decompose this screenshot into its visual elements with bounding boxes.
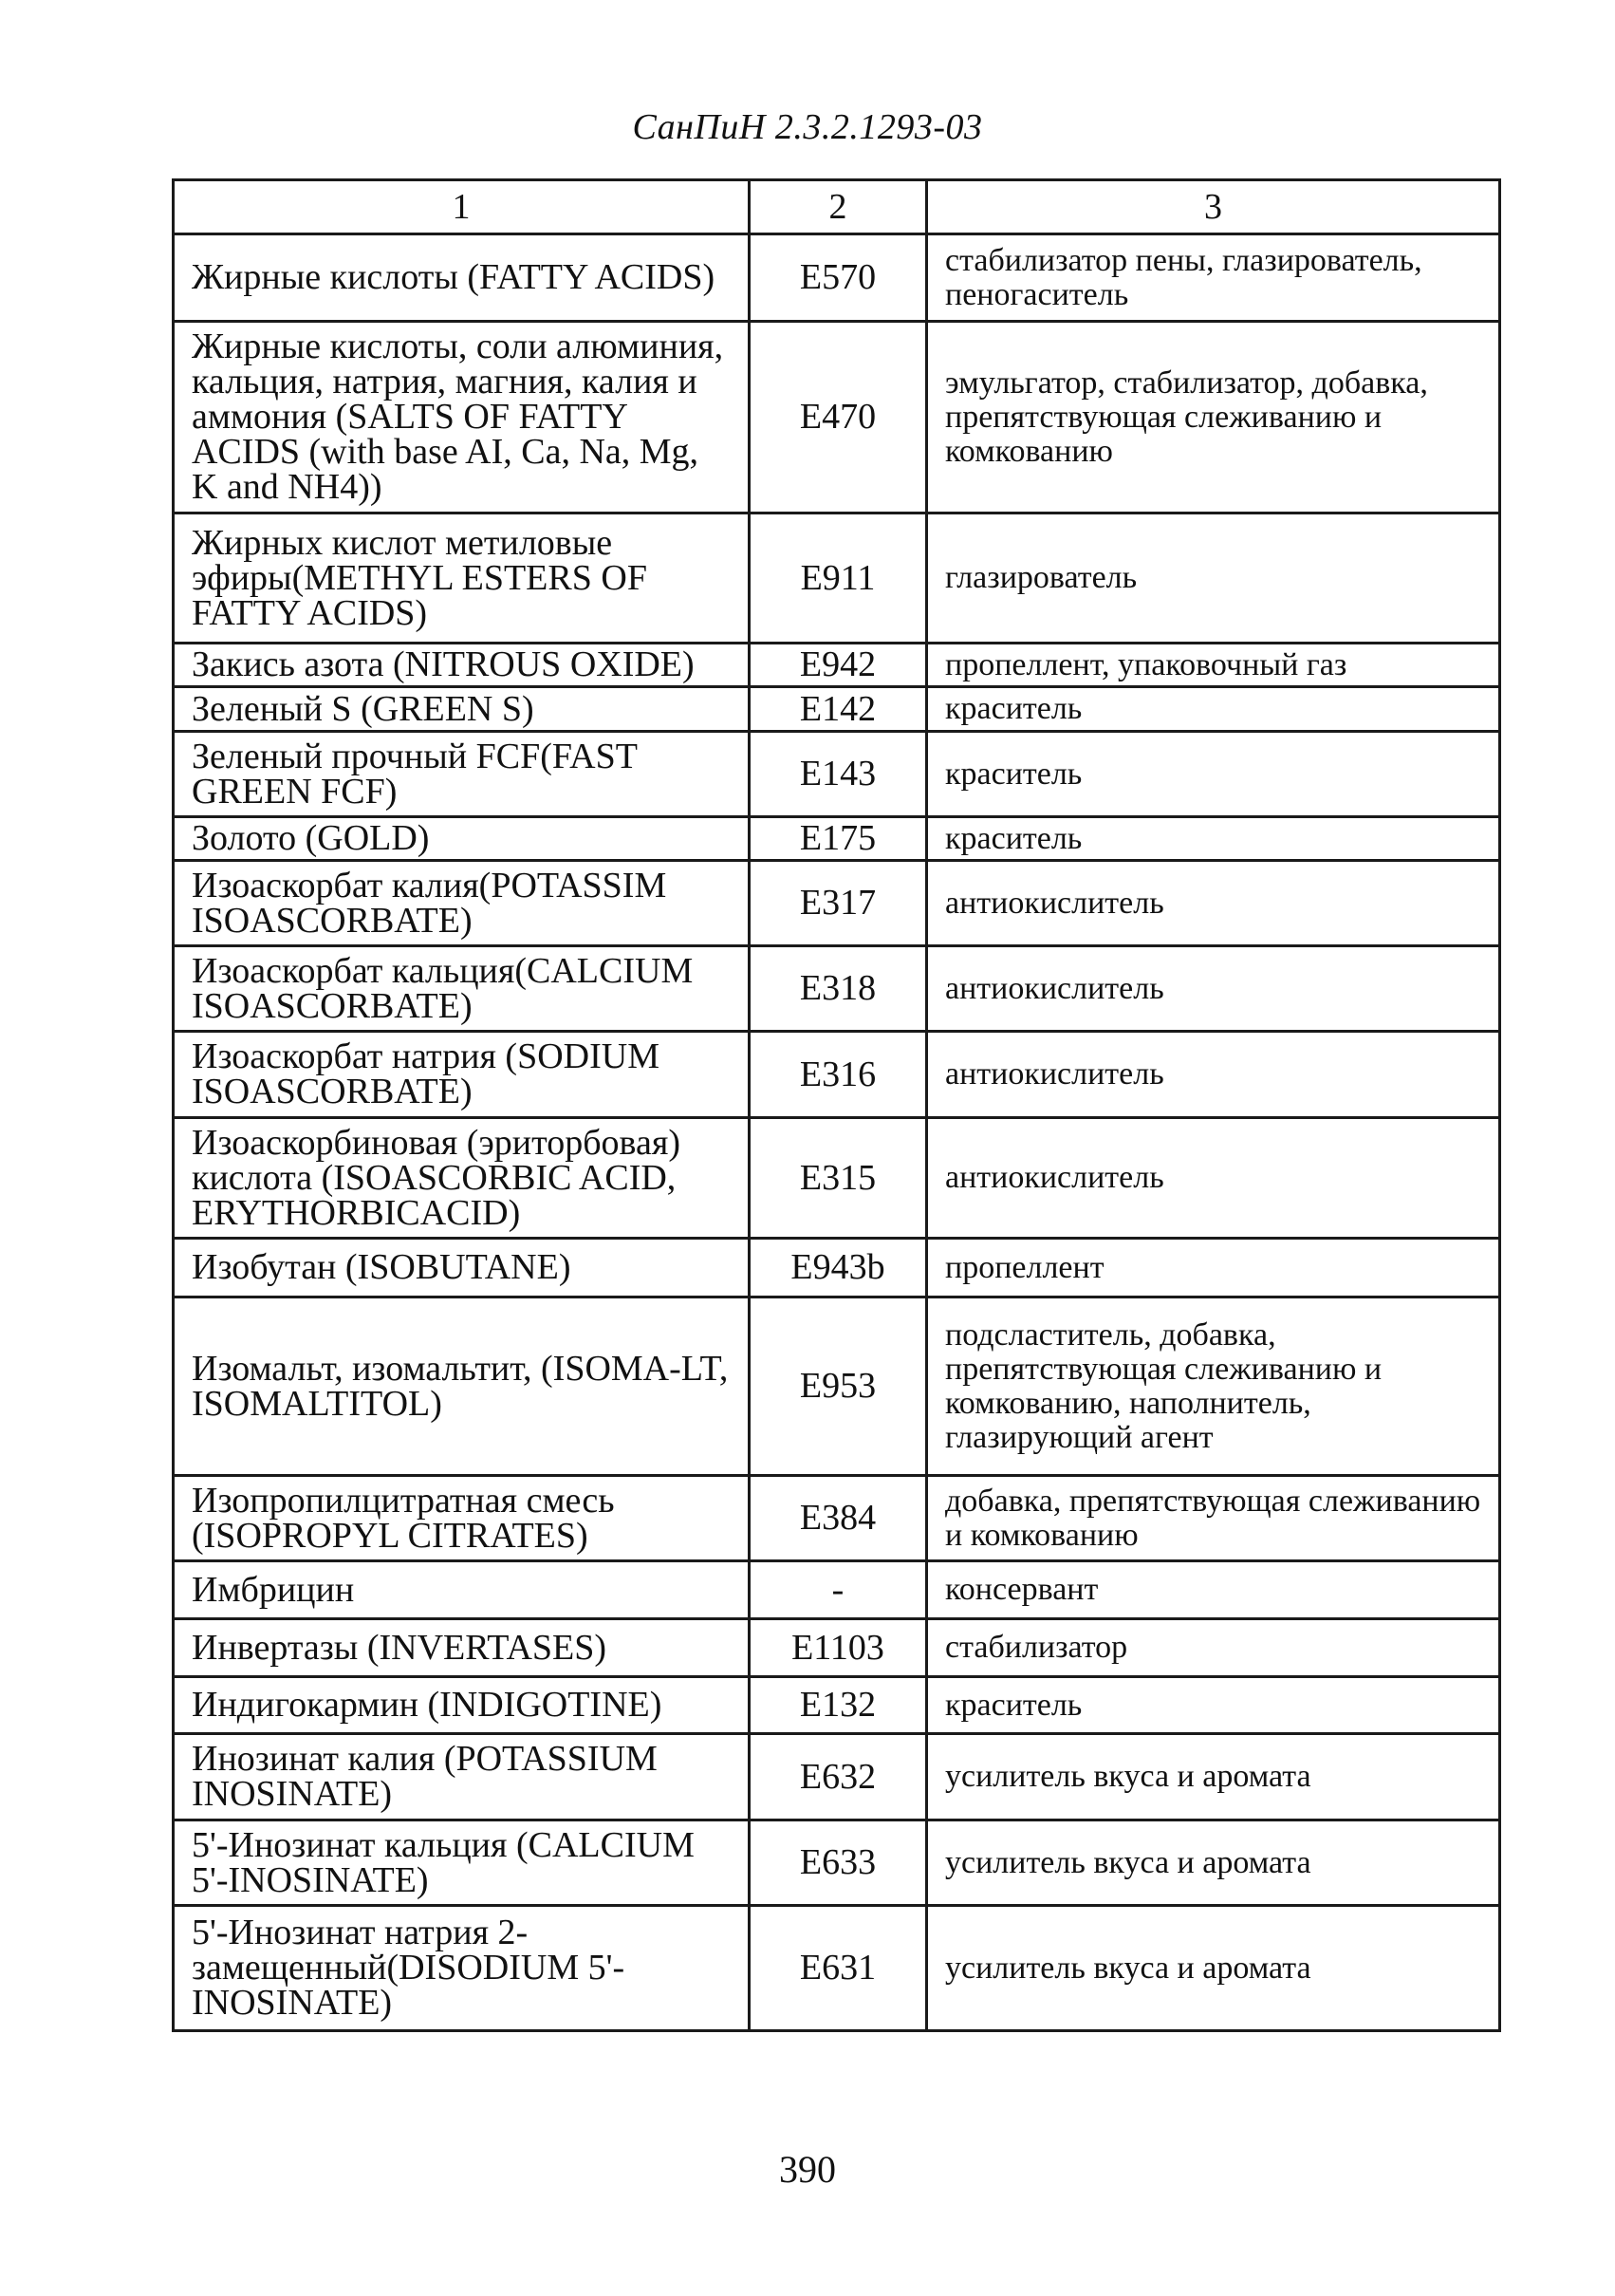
e-code-cell: E633 bbox=[750, 1820, 927, 1906]
function-cell: антиокислитель bbox=[927, 946, 1500, 1032]
page-number: 390 bbox=[779, 2148, 836, 2191]
function-cell: пропеллент, упаковочный газ bbox=[927, 644, 1500, 687]
function-cell: усилитель вкуса и аромата bbox=[927, 1906, 1500, 2031]
additive-name-cell: Жирные кислоты, соли алюминия, кальция, натрия, магния, калия и аммония (SALTS OF FATTY ACIDS (with base AI, Ca, Na, Mg, K and NH4)) bbox=[174, 322, 750, 513]
table-row bbox=[174, 1677, 1500, 1734]
table-row bbox=[174, 1561, 1500, 1619]
e-code-cell: E632 bbox=[750, 1734, 927, 1820]
additive-name-cell: Изоаскорбат натрия (SODIUM ISOASCORBATE) bbox=[174, 1032, 750, 1118]
e-code-cell: - bbox=[750, 1561, 927, 1619]
additive-name-cell: Жирные кислоты (FATTY ACIDS) bbox=[174, 234, 750, 322]
table-body bbox=[174, 234, 1500, 2031]
function-cell: добавка, препятствующая слеживанию и комкованию bbox=[927, 1476, 1500, 1561]
function-cell: подсластитель, добавка, препятствующая слеживанию и комкованию, наполнитель, глазирующий агент bbox=[927, 1297, 1500, 1476]
table-row bbox=[174, 1032, 1500, 1118]
table-row bbox=[174, 817, 1500, 861]
additive-name-cell: Изобутан (ISOBUTANE) bbox=[174, 1239, 750, 1297]
table-row bbox=[174, 234, 1500, 322]
table-row bbox=[174, 946, 1500, 1032]
additive-name-cell: Изомальт, изомальтит, (ISOMA-LT, ISOMALTITOL) bbox=[174, 1297, 750, 1476]
function-cell: краситель bbox=[927, 687, 1500, 732]
additive-name-cell: 5'-Инозинат кальция (CALCIUM 5'-INOSINATE) bbox=[174, 1820, 750, 1906]
table-row bbox=[174, 1619, 1500, 1677]
table-row bbox=[174, 1906, 1500, 2031]
e-code-cell: E315 bbox=[750, 1118, 927, 1239]
page-header: СанПиН 2.3.2.1293-03 bbox=[632, 107, 983, 147]
e-code-cell: E470 bbox=[750, 322, 927, 513]
table-row bbox=[174, 322, 1500, 513]
e-code-cell: E942 bbox=[750, 644, 927, 687]
function-cell: антиокислитель bbox=[927, 1032, 1500, 1118]
e-code-cell: E384 bbox=[750, 1476, 927, 1561]
additive-name-cell: Жирных кислот метиловые эфиры(METHYL ESTERS OF FATTY ACIDS) bbox=[174, 513, 750, 644]
function-cell: антиокислитель bbox=[927, 1118, 1500, 1239]
table-row bbox=[174, 1820, 1500, 1906]
e-code-cell: E570 bbox=[750, 234, 927, 322]
additive-name-cell: Изоаскорбиновая (эриторбовая) кислота (ISOASCORBIC ACID, ERYTHORBICACID) bbox=[174, 1118, 750, 1239]
function-cell: краситель bbox=[927, 817, 1500, 861]
additive-name-cell: Имбрицин bbox=[174, 1561, 750, 1619]
additive-name-cell: 5'-Инозинат натрия 2-замещенный(DISODIUM 5'-INOSINATE) bbox=[174, 1906, 750, 2031]
e-code-cell: E132 bbox=[750, 1677, 927, 1734]
e-code-cell: E317 bbox=[750, 861, 927, 946]
table-row bbox=[174, 1734, 1500, 1820]
additive-name-cell: Зеленый S (GREEN S) bbox=[174, 687, 750, 732]
table-row bbox=[174, 1239, 1500, 1297]
e-code-cell: E1103 bbox=[750, 1619, 927, 1677]
e-code-cell: E953 bbox=[750, 1297, 927, 1476]
additive-name-cell: Зеленый прочный FCF(FAST GREEN FCF) bbox=[174, 732, 750, 817]
table-row bbox=[174, 687, 1500, 732]
e-code-cell: E631 bbox=[750, 1906, 927, 2031]
table-row bbox=[174, 644, 1500, 687]
additive-name-cell: Золото (GOLD) bbox=[174, 817, 750, 861]
table-row bbox=[174, 1476, 1500, 1561]
additive-name-cell: Изопропилцитратная смесь (ISOPROPYL CITRATES) bbox=[174, 1476, 750, 1561]
column-header-1: 1 bbox=[174, 180, 750, 234]
e-code-cell: E143 bbox=[750, 732, 927, 817]
column-header-3: 3 bbox=[927, 180, 1500, 234]
function-cell: усилитель вкуса и аромата bbox=[927, 1734, 1500, 1820]
table-row bbox=[174, 732, 1500, 817]
table-header-row bbox=[174, 180, 1500, 234]
additive-name-cell: Индигокармин (INDIGOTINE) bbox=[174, 1677, 750, 1734]
table-row bbox=[174, 1297, 1500, 1476]
additive-name-cell: Изоаскорбат калия(POTASSIM ISOASCORBATE) bbox=[174, 861, 750, 946]
e-code-cell: E318 bbox=[750, 946, 927, 1032]
e-code-cell: E142 bbox=[750, 687, 927, 732]
additive-name-cell: Изоаскорбат кальция(CALCIUM ISOASCORBATE) bbox=[174, 946, 750, 1032]
function-cell: стабилизатор bbox=[927, 1619, 1500, 1677]
additive-name-cell: Инозинат калия (POTASSIUM INOSINATE) bbox=[174, 1734, 750, 1820]
table-row bbox=[174, 861, 1500, 946]
e-code-cell: E943b bbox=[750, 1239, 927, 1297]
table-row bbox=[174, 1118, 1500, 1239]
function-cell: консервант bbox=[927, 1561, 1500, 1619]
function-cell: глазирователь bbox=[927, 513, 1500, 644]
function-cell: краситель bbox=[927, 1677, 1500, 1734]
column-header-2: 2 bbox=[750, 180, 927, 234]
additive-name-cell: Закись азота (NITROUS OXIDE) bbox=[174, 644, 750, 687]
function-cell: стабилизатор пены, глазирователь, пеногаситель bbox=[927, 234, 1500, 322]
e-code-cell: E316 bbox=[750, 1032, 927, 1118]
function-cell: краситель bbox=[927, 732, 1500, 817]
function-cell: пропеллент bbox=[927, 1239, 1500, 1297]
function-cell: антиокислитель bbox=[927, 861, 1500, 946]
e-code-cell: E911 bbox=[750, 513, 927, 644]
e-code-cell: E175 bbox=[750, 817, 927, 861]
function-cell: усилитель вкуса и аромата bbox=[927, 1820, 1500, 1906]
table-row bbox=[174, 513, 1500, 644]
additives-table bbox=[172, 178, 1501, 2032]
additive-name-cell: Инвертазы (INVERTASES) bbox=[174, 1619, 750, 1677]
additives-table-wrapper bbox=[172, 178, 1498, 2032]
function-cell: эмульгатор, стабилизатор, добавка, препятствующая слеживанию и комкованию bbox=[927, 322, 1500, 513]
